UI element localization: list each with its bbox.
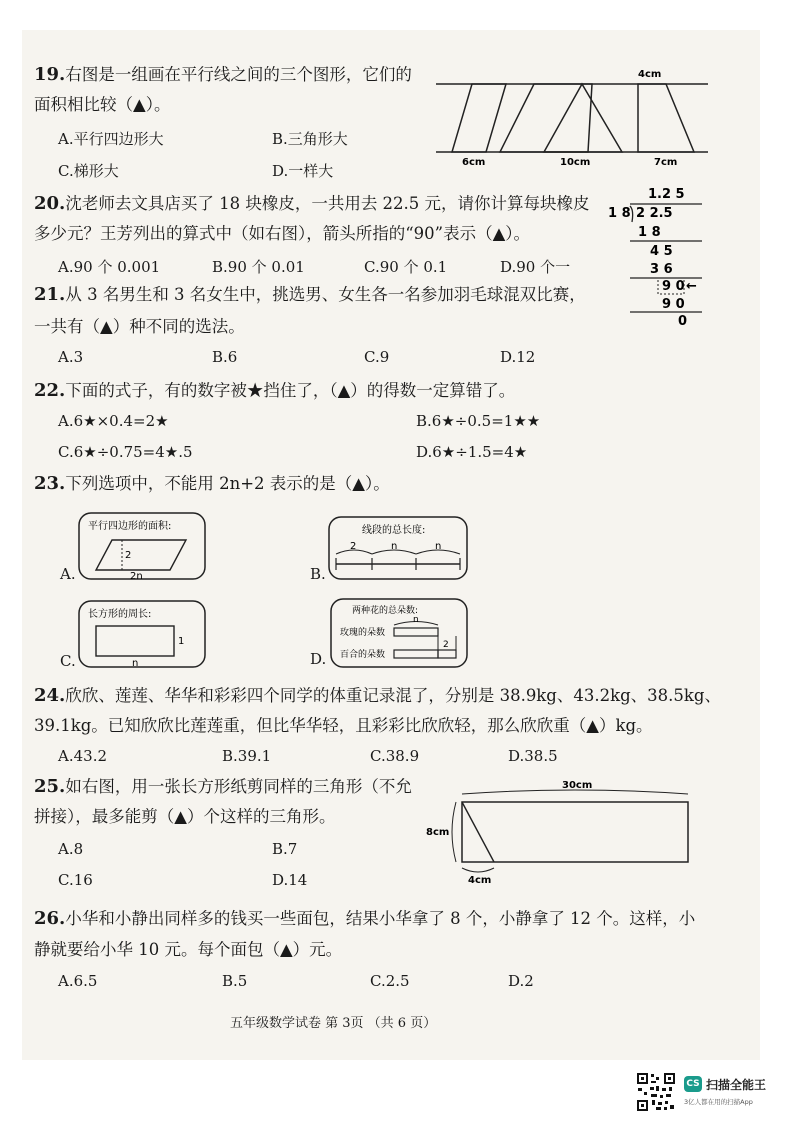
svg-text:2: 2 [350, 541, 357, 552]
rectangle-paper-figure [424, 772, 694, 886]
pointer-arrow-icon: ← [686, 279, 697, 294]
option-c: C. [60, 652, 76, 670]
scanner-app-name: 扫描全能王 [706, 1078, 767, 1092]
step-4-arrowed: 9 0 [662, 279, 685, 294]
question-24 [34, 685, 721, 706]
svg-text:n: n [413, 615, 419, 625]
base-label-2: 10cm [560, 157, 591, 168]
question-text-line: 沈老师去文具店买了 18 块橡皮，一共用去 22.5 元，请你计算每块橡皮 [65, 194, 590, 213]
option-c: C.90 个 0.1 [364, 258, 448, 276]
option-d: D.38.5 [508, 747, 558, 765]
option-a: A.平行四边形大 [58, 130, 164, 148]
top-length-label: 4cm [638, 69, 662, 80]
option-b: B.6 [212, 348, 238, 366]
question-text-line: 右图是一组画在平行线之间的三个图形，它们的 [65, 65, 412, 84]
question-19-line2: 面积相比较（▲）。 [34, 95, 171, 114]
question-20-line2: 多少元？王芳列出的算式中（如右图），箭头所指的“90”表示（▲）。 [34, 224, 531, 243]
option-a: A. [60, 565, 76, 583]
svg-text:1: 1 [178, 636, 185, 647]
question-number: 22. [34, 380, 66, 401]
question-number: 23. [34, 473, 66, 494]
svg-text:玫瑰的朵数: 玫瑰的朵数 [340, 628, 386, 638]
question-number: 25. [34, 776, 66, 797]
svg-text:平行四边形的面积:: 平行四边形的面积: [88, 521, 172, 532]
question-number: 26. [34, 908, 66, 929]
scanner-tagline: 3亿人都在用的扫描App [684, 1098, 753, 1106]
svg-text:百合的朵数: 百合的朵数 [340, 650, 386, 660]
option-c: C.2.5 [370, 972, 410, 990]
svg-text:n: n [391, 541, 398, 552]
option-a: A.6.5 [58, 972, 98, 990]
option-d: D.14 [272, 871, 308, 889]
trapezoid-shape [638, 84, 694, 152]
scanner-logo-icon: CS [684, 1076, 702, 1092]
step-5: 9 0 [662, 297, 685, 312]
question-19 [34, 64, 412, 85]
svg-text:两种花的总朵数:: 两种花的总朵数: [352, 606, 419, 616]
question-number: 20. [34, 193, 66, 214]
svg-text:n: n [132, 658, 139, 668]
question-number: 24. [34, 685, 66, 706]
option-d: D.一样大 [272, 162, 334, 180]
question-26-line2: 静就要给小华 10 元。每个面包（▲）元。 [34, 940, 343, 959]
option-c: C.梯形大 [58, 162, 119, 180]
option-c: C.6★÷0.75=4★.5 [58, 443, 193, 461]
quotient: 1.2 5 [648, 187, 685, 202]
question-text-line: 从 3 名男生和 3 名女生中，挑选男、女生各一名参加羽毛球混双比赛， [65, 285, 586, 304]
option-b: B.7 [272, 840, 298, 858]
question-21-line2: 一共有（▲）种不同的选法。 [34, 317, 245, 336]
option-d: D.6★÷1.5=4★ [416, 443, 528, 461]
base-label-3: 7cm [654, 157, 678, 168]
base-label-1: 6cm [462, 157, 486, 168]
option-d: D.90 个一 [500, 258, 571, 276]
cut-triangle-edge [462, 802, 494, 862]
option-c: C.38.9 [370, 747, 420, 765]
option-a-parallelogram-card [78, 512, 206, 580]
page-footer: 五年级数学试卷 第 3页 （共 6 页） [230, 1016, 437, 1031]
svg-text:长方形的周长:: 长方形的周长: [88, 609, 152, 620]
divisor: 1 8 [608, 206, 631, 221]
question-number: 19. [34, 64, 66, 85]
option-b: B. [310, 565, 326, 583]
question-21 [34, 284, 586, 305]
question-22 [34, 380, 515, 401]
svg-text:2n: 2n [130, 571, 143, 580]
option-a: A.90 个 0.001 [58, 258, 161, 276]
question-text-line: 下列选项中，不能用 2n+2 表示的是（▲）。 [65, 474, 390, 493]
long-division-figure [606, 184, 716, 328]
option-b: B.90 个 0.01 [212, 258, 305, 276]
svg-text:n: n [435, 541, 442, 552]
question-number: 21. [34, 284, 66, 305]
svg-text:30cm: 30cm [562, 780, 593, 791]
step-3: 3 6 [650, 262, 673, 277]
question-text-line: 小华和小静出同样多的钱买一些面包，结果小华拿了 8 个，小静拿了 12 个。这样，小 [65, 909, 696, 928]
svg-text:4cm: 4cm [468, 875, 492, 886]
option-d: D. [310, 650, 327, 668]
option-b: B.6★÷0.5=1★★ [416, 412, 541, 430]
option-c: C.16 [58, 871, 93, 889]
svg-text:8cm: 8cm [426, 827, 450, 838]
step-2: 4 5 [650, 244, 673, 259]
dividend: 2 2.5 [636, 206, 673, 221]
option-a: A.8 [58, 840, 84, 858]
option-b: B.5 [222, 972, 248, 990]
svg-text:线段的总长度:: 线段的总长度: [362, 525, 426, 536]
step-1: 1 8 [638, 225, 661, 240]
question-25 [34, 776, 412, 797]
question-text-line: 欣欣、莲莲、华华和彩彩四个同学的体重记录混了，分别是 38.9kg、43.2kg、38.5kg、 [65, 686, 721, 705]
question-24-line2: 39.1kg。已知欣欣比莲莲重，但比华华轻，且彩彩比欣欣轻，那么欣欣重（▲）kg。 [34, 716, 653, 735]
triangle-shapes [500, 84, 592, 152]
option-b: B.三角形大 [272, 130, 348, 148]
remainder: 0 [678, 314, 688, 328]
option-c: C.9 [364, 348, 390, 366]
svg-text:2: 2 [125, 550, 132, 561]
option-a: A.6★×0.4=2★ [58, 412, 169, 430]
question-26 [34, 908, 695, 929]
question-20 [34, 193, 590, 214]
question-text-line: 下面的式子，有的数字被★挡住了，（▲）的得数一定算错了。 [65, 381, 516, 400]
parallelogram-shape [452, 84, 506, 152]
qr-code-icon [636, 1072, 676, 1112]
svg-text:2: 2 [443, 640, 449, 650]
option-b-segments-card [328, 516, 468, 580]
option-b: B.39.1 [222, 747, 272, 765]
option-a: A.43.2 [58, 747, 107, 765]
question-text-line: 如右图，用一张长方形纸剪同样的三角形（不允 [65, 777, 412, 796]
option-a: A.3 [58, 348, 84, 366]
option-d: D.2 [508, 972, 534, 990]
shapes-between-parallel-lines-figure [432, 64, 722, 168]
question-25-line2: 拼接），最多能剪（▲）个这样的三角形。 [34, 807, 336, 826]
question-23 [34, 473, 390, 494]
option-d-flowers-card [330, 598, 468, 668]
triangle-shape [544, 84, 622, 152]
option-c-rectangle-card [78, 600, 206, 668]
option-d: D.12 [500, 348, 536, 366]
